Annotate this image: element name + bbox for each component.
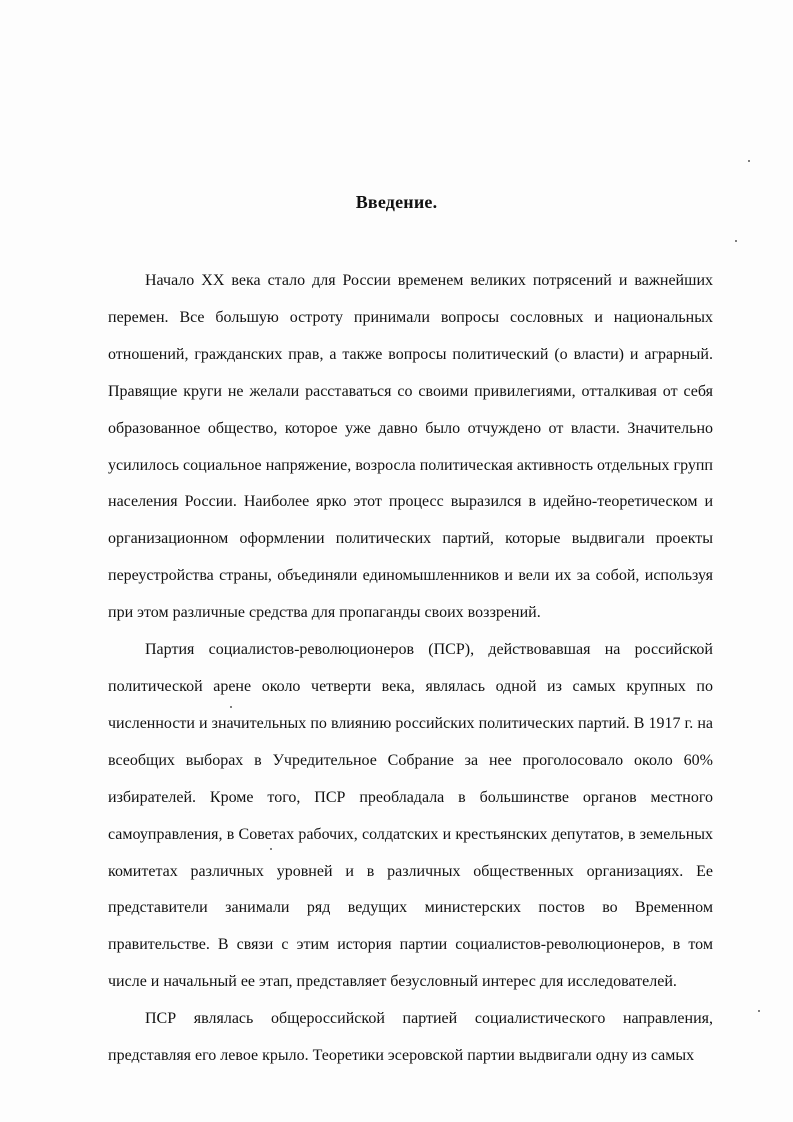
page-title: Введение. [355,192,438,212]
scan-speck [748,160,750,162]
paragraph: Партия социалистов-революционеров (ПСР), действовавшая на российской политической арене около четверти века, являлась одной из самых крупных по численности и значительных по влиянию российских политических партий. В 1917 г. на всеобщих выборах в Учредительное Собрание за нее проголосовало около 60% избирателей. Кроме того, ПСР преобладала в большинстве органов местного самоуправления, в Советах рабочих, солдатских и крестьянских депутатов, в земельных комитетах различных уровней и в различных общественных организациях. Ее представители занимали ряд ведущих министерских постов во Временном правительстве. В связи с этим история партии социалистов-революционеров, в том числе и начальный ее этап, представляет безусловный интерес для исследователей. [108,641,713,991]
scan-speck [230,706,232,708]
scan-speck [735,240,737,242]
paragraph: ПСР являлась общероссийской партией социалистического направления, представляя его левое крыло. Теоретики эсеровской партии выдвигали одну из самых [108,1010,713,1065]
body-text [108,263,713,1075]
paragraph: Начало XX века стало для России временем великих потрясений и важнейших перемен. Все большую остроту принимали вопросы сословных и национальных отношений, гражданских прав, а также вопросы политический (о власти) и аграрный. Правящие круги не желали расставаться со своими привилегиями, отталкивая от себя образованное общество, которое уже давно было отчуждено от власти. Значительно усилилось социальное напряжение, возросла политическая активность отдельных групп населения России. Наиболее ярко этот процесс выразился в идейно-теоретическом и организационном оформлении политических партий, которые выдвигали проекты переустройства страны, объединяли единомышленников и вели их за собой, используя при этом различные средства для пропаганды своих воззрений. [108,272,713,622]
scan-speck [758,1010,760,1012]
scan-speck [270,848,272,850]
